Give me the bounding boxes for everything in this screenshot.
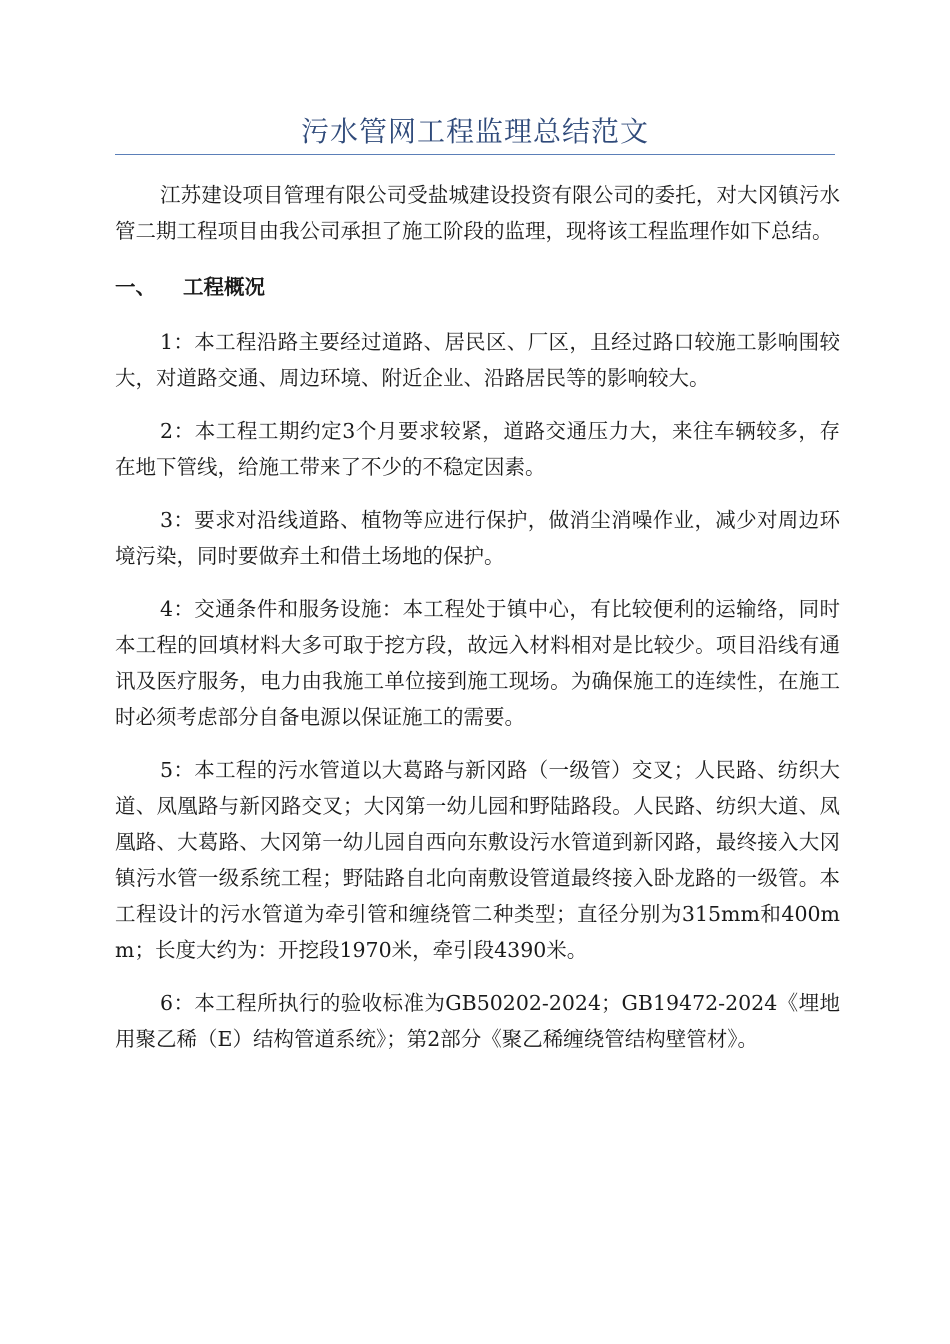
list-item-6: 6：本工程所执行的验收标准为GB50202-2024；GB19472-2024《埋地用聚乙稀（E）结构管道系统》；第2部分《聚乙稀缠绕管结构壁管材》。 [115, 991, 840, 1051]
list-item-1: 1：本工程沿路主要经过道路、居民区、厂区，且经过路口较施工影响围较大，对道路交通、周边环境、附近企业、沿路居民等的影响较大。 [115, 330, 840, 390]
document-body [115, 177, 840, 1074]
document-title: 污水管网工程监理总结范文 [300, 115, 649, 148]
intro-paragraph: 江苏建设项目管理有限公司受盐城建设投资有限公司的委托，对大冈镇污水管二期工程项目由我公司承担了施工阶段的监理，现将该工程监理作如下总结。 [115, 183, 840, 243]
list-item-2: 2：本工程工期约定3个月要求较紧，道路交通压力大，来往车辆较多，存在地下管线，给施工带来了不少的不稳定因素。 [115, 419, 840, 479]
section-heading [115, 269, 840, 305]
list-item-4: 4：交通条件和服务设施：本工程处于镇中心，有比较便利的运输络，同时本工程的回填材料大多可取于挖方段，故远入材料相对是比较少。项目沿线有通讯及医疗服务，电力由我施工单位接到施工现场。为确保施工的连续性，在施工时必须考虑部分自备电源以保证施工的需要。 [115, 597, 840, 729]
title-underline [115, 154, 835, 155]
list-item-3: 3：要求对沿线道路、植物等应进行保护，做消尘消噪作业，减少对周边环境污染，同时要做弃土和借土场地的保护。 [115, 508, 840, 568]
section-number: 一、 [115, 275, 156, 299]
section-title: 工程概况 [183, 275, 265, 299]
list-item-5: 5：本工程的污水管道以大葛路与新冈路（一级管）交叉；人民路、纺织大道、凤凰路与新冈路交叉；大冈第一幼儿园和野陆路段。人民路、纺织大道、凤凰路、大葛路、大冈第一幼儿园自西向东敷设污水管道到新冈路，最终接入大冈镇污水管一级系统工程；野陆路自北向南敷设管道最终接入卧龙路的一级管。本工程设计的污水管道为牵引管和缠绕管二种类型；直径分别为315mm和400mm；长度大约为：开挖段1970米，牵引段4390米。 [115, 758, 840, 962]
